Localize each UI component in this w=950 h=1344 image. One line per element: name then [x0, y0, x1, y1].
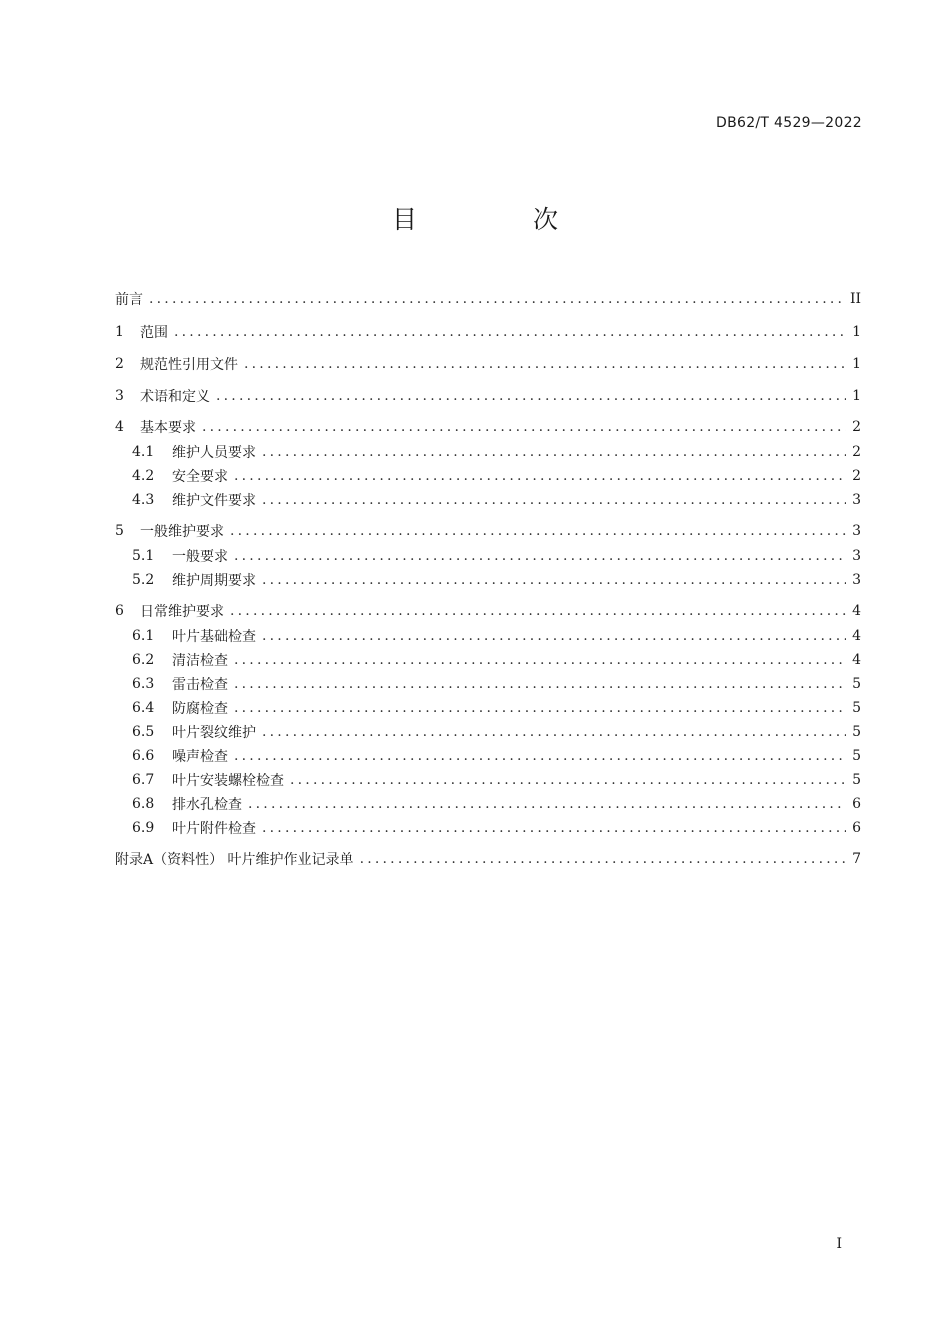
toc-entry[interactable] — [115, 353, 861, 375]
toc-page: 3 — [852, 548, 861, 564]
toc-page: 5 — [852, 700, 861, 716]
toc-entry[interactable] — [132, 441, 861, 463]
toc-label: 维护人员要求 — [172, 445, 256, 461]
toc-page: 5 — [852, 748, 861, 764]
toc-label: 维护文件要求 — [172, 493, 256, 509]
toc-page: 5 — [852, 772, 861, 788]
toc-number: 5.2 — [132, 572, 155, 588]
toc-label: 日常维护要求 — [140, 604, 224, 620]
toc-number: 2 — [115, 356, 124, 372]
toc-leader — [262, 628, 846, 644]
toc-entry[interactable] — [132, 745, 861, 767]
document-code: DB62/T 4529—2022 — [716, 115, 862, 131]
toc-label: 叶片安装螺栓检查 — [172, 773, 284, 789]
toc-label: 排水孔检查 — [172, 797, 242, 813]
toc-page: 3 — [852, 572, 861, 588]
toc-label: 噪声检查 — [172, 749, 228, 765]
toc-number: 6.2 — [132, 652, 155, 668]
toc-number: 6.1 — [132, 628, 155, 644]
toc-entry[interactable] — [132, 697, 861, 719]
toc-number: 4.2 — [132, 468, 155, 484]
toc-page: II — [849, 291, 861, 307]
toc-number: 6.5 — [132, 724, 155, 740]
toc-entry[interactable] — [132, 545, 861, 567]
toc-entry[interactable] — [115, 600, 861, 622]
toc-page: 5 — [852, 676, 861, 692]
toc-entry[interactable] — [115, 385, 861, 407]
toc-page: 3 — [852, 523, 861, 539]
toc-leader — [230, 523, 846, 539]
toc-page: 1 — [852, 388, 861, 404]
toc-page: 3 — [852, 492, 861, 508]
toc-entry[interactable] — [132, 489, 861, 511]
toc-leader — [262, 820, 846, 836]
toc-leader — [248, 796, 846, 812]
toc-entry[interactable] — [132, 769, 861, 791]
toc-label: 清洁检查 — [172, 653, 228, 669]
toc-page: 6 — [852, 820, 861, 836]
page-number: I — [836, 1236, 842, 1252]
toc-entry[interactable] — [132, 569, 861, 591]
toc-label: 一般维护要求 — [140, 524, 224, 540]
toc-entry[interactable] — [115, 520, 861, 542]
toc-label: 叶片裂纹维护 — [172, 725, 256, 741]
toc-entry[interactable] — [132, 625, 861, 647]
toc-entry[interactable] — [115, 321, 861, 343]
toc-leader — [234, 548, 846, 564]
toc-number: 3 — [115, 388, 124, 404]
toc-entry[interactable] — [115, 288, 861, 310]
toc-label: 叶片附件检查 — [172, 821, 256, 837]
toc-number: 6 — [115, 603, 124, 619]
toc-page: 6 — [852, 796, 861, 812]
toc-page: 1 — [852, 324, 861, 340]
toc-label: 基本要求 — [140, 420, 196, 436]
toc-number: 5 — [115, 523, 124, 539]
toc-page: 5 — [852, 724, 861, 740]
toc-label: 前言 — [115, 292, 143, 308]
toc-label: 维护周期要求 — [172, 573, 256, 589]
toc-number: 5.1 — [132, 548, 155, 564]
toc-label: 安全要求 — [172, 469, 228, 485]
toc-leader — [290, 772, 846, 788]
toc-leader — [234, 468, 846, 484]
toc-entry[interactable] — [132, 817, 861, 839]
toc-page: 2 — [852, 468, 861, 484]
toc-label: 规范性引用文件 — [140, 357, 238, 373]
toc-number: 6.4 — [132, 700, 155, 716]
toc-leader — [262, 492, 846, 508]
toc-entry[interactable] — [115, 416, 861, 438]
toc-number: 4.1 — [132, 444, 155, 460]
toc-label: 防腐检查 — [172, 701, 228, 717]
toc-page: 2 — [852, 419, 861, 435]
toc-number: 6.9 — [132, 820, 155, 836]
toc-entry[interactable] — [132, 793, 861, 815]
toc-number: 1 — [115, 324, 124, 340]
toc-page: 4 — [852, 603, 861, 619]
toc-entry[interactable] — [132, 721, 861, 743]
toc-entry[interactable] — [132, 465, 861, 487]
toc-entry[interactable] — [132, 673, 861, 695]
toc-leader — [234, 676, 846, 692]
toc-label: 附录A（资料性） 叶片维护作业记录单 — [115, 852, 354, 868]
toc-label: 范围 — [140, 325, 168, 341]
toc-leader — [234, 700, 846, 716]
toc-leader — [262, 572, 846, 588]
toc-number: 6.8 — [132, 796, 155, 812]
toc-entry[interactable] — [115, 848, 861, 870]
toc-page: 1 — [852, 356, 861, 372]
toc-leader — [234, 652, 846, 668]
toc-number: 6.3 — [132, 676, 155, 692]
toc-entry[interactable] — [132, 649, 861, 671]
toc-number: 4 — [115, 419, 124, 435]
toc-leader — [262, 444, 846, 460]
toc-leader — [244, 356, 846, 372]
toc-page: 4 — [852, 628, 861, 644]
toc-number: 6.7 — [132, 772, 155, 788]
toc-label: 雷击检查 — [172, 677, 228, 693]
toc-page: 7 — [852, 851, 861, 867]
toc-leader — [216, 388, 846, 404]
page-title: 目 次 — [392, 205, 612, 234]
toc-label: 术语和定义 — [140, 389, 210, 405]
toc-page: 4 — [852, 652, 861, 668]
toc-leader — [149, 291, 844, 307]
toc-label: 叶片基础检查 — [172, 629, 256, 645]
toc-leader — [262, 724, 846, 740]
toc-leader — [230, 603, 846, 619]
toc-number: 6.6 — [132, 748, 155, 764]
toc-leader — [234, 748, 846, 764]
toc-label: 一般要求 — [172, 549, 228, 565]
toc-page: 2 — [852, 444, 861, 460]
toc-number: 4.3 — [132, 492, 155, 508]
toc-leader — [174, 324, 846, 340]
toc-leader — [360, 851, 847, 867]
toc-leader — [202, 419, 846, 435]
